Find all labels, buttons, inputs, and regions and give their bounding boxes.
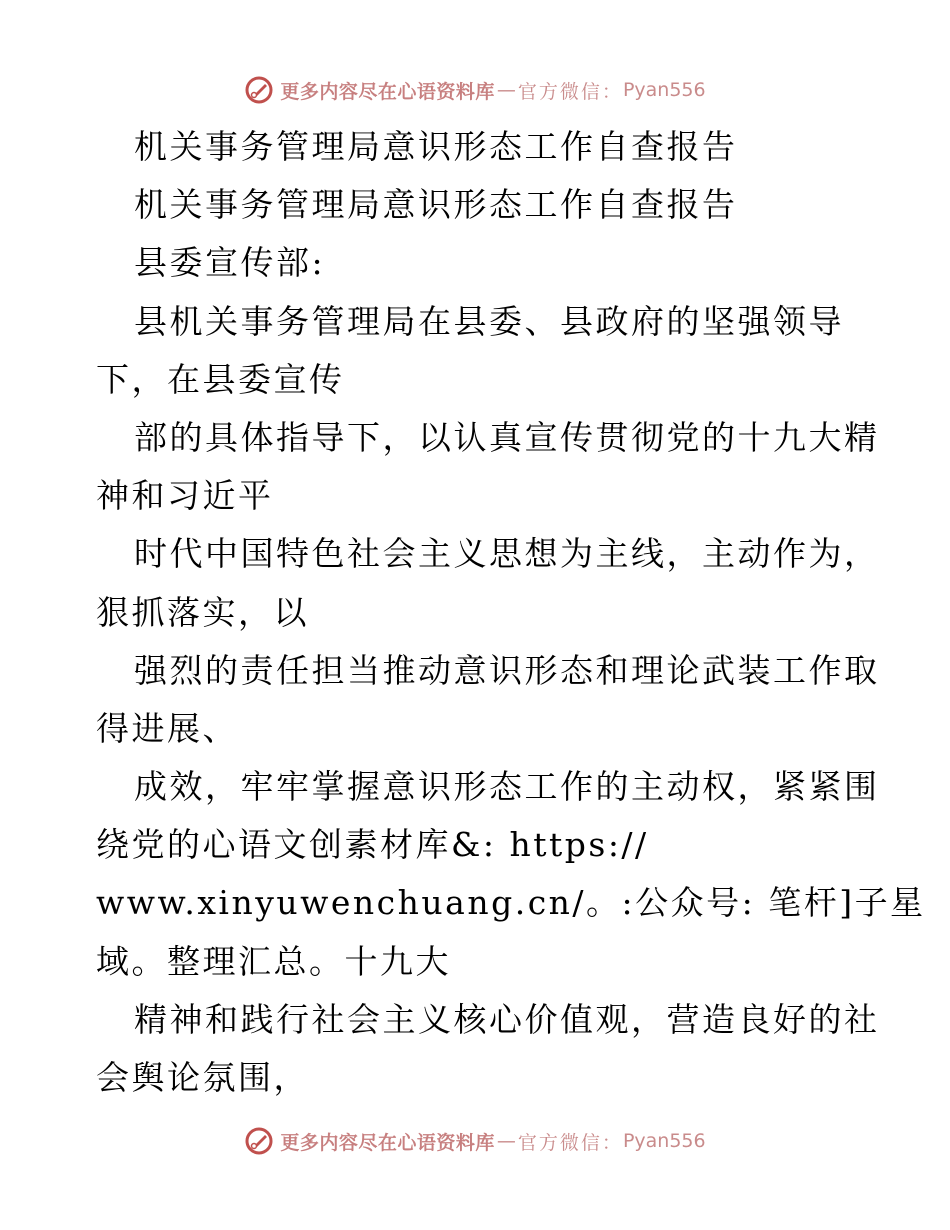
banner-wechat-id: Pyan556 xyxy=(622,1130,706,1152)
doc-line: 县机关事务管理局在县委、县政府的坚强领导 xyxy=(134,301,844,341)
doc-line: 得进展、 xyxy=(96,708,238,748)
banner-wechat-id: Pyan556 xyxy=(622,79,706,101)
banner-main-text: 更多内容尽在心语资料库 xyxy=(280,80,495,103)
doc-line: 成效，牢牢掌握意识形态工作的主动权，紧紧围 xyxy=(134,767,880,807)
footer-watermark-banner xyxy=(0,1123,950,1159)
document-body xyxy=(96,118,926,1107)
banner-main-text: 更多内容尽在心语资料库 xyxy=(280,1131,495,1154)
banner-side-text: 官方微信： xyxy=(517,80,623,103)
doc-title: 机关事务管理局意识形态工作自查报告 xyxy=(134,127,738,166)
doc-addressee: 县委宣传部: xyxy=(134,243,326,283)
doc-line: 强烈的责任担当推动意识形态和理论武装工作取 xyxy=(134,650,880,690)
doc-line: 狠抓落实，以 xyxy=(96,592,309,632)
doc-title-repeat: 机关事务管理局意识形态工作自查报告 xyxy=(134,185,738,225)
logo-icon xyxy=(244,1126,274,1156)
doc-line: 精神和践行社会主义核心价值观，营造良好的社 xyxy=(134,999,880,1039)
doc-line: 域。整理汇总。十九大 xyxy=(96,941,451,981)
doc-line: 神和习近平 xyxy=(96,476,274,516)
doc-line: 绕党的心语文创素材库&: https:// xyxy=(96,825,649,865)
banner-dash: — xyxy=(496,1130,516,1152)
doc-line: 时代中国特色社会主义思想为主线，主动作为， xyxy=(134,534,880,574)
banner-side-text: 官方微信： xyxy=(517,1131,623,1154)
doc-line: 部的具体指导下，以认真宣传贯彻党的十九大精 xyxy=(134,417,880,457)
header-watermark-banner xyxy=(0,72,950,108)
logo-icon xyxy=(244,75,274,105)
banner-dash: — xyxy=(496,79,516,101)
doc-line: 会舆论氛围， xyxy=(96,1058,309,1097)
doc-line-url: www.xinyuwenchuang.cn/。:公众号: 笔杆]子星 xyxy=(96,883,926,923)
doc-line: 下，在县委宣传 xyxy=(96,359,345,399)
